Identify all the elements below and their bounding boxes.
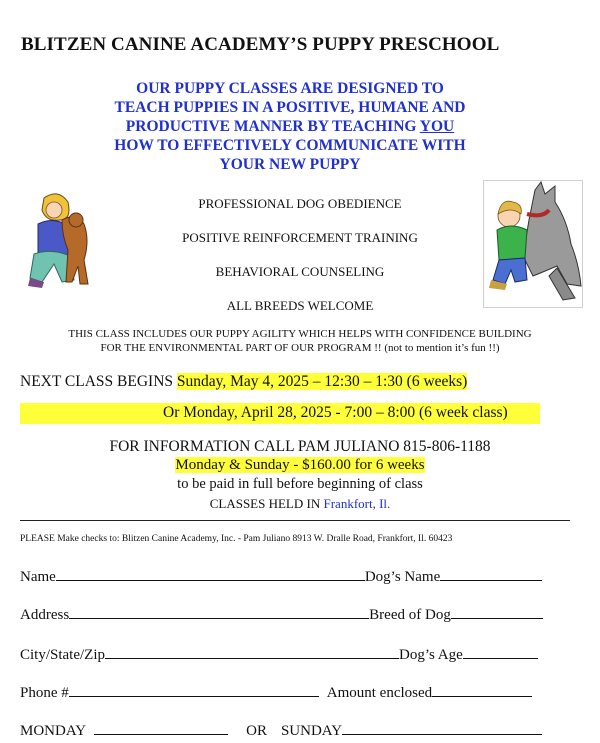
next-class-line — [20, 373, 467, 391]
monday-field[interactable] — [94, 720, 228, 735]
dogs-age-field[interactable] — [463, 644, 538, 659]
service-item: BEHAVIORAL COUNSELING — [215, 264, 385, 279]
service-item: PROFESSIONAL DOG OBEDIENCE — [198, 196, 402, 211]
location-line — [30, 494, 570, 513]
name-label: Name — [20, 569, 56, 585]
flyer-title: BLITZEN CANINE ACADEMY’S PUPPY PRESCHOOL — [21, 34, 500, 55]
agility-line: FOR THE ENVIRONMENTAL PART OF OUR PROGRAM !! (not to mention it’s fun !!) — [100, 342, 500, 354]
service-item: POSITIVE REINFORCEMENT TRAINING — [182, 230, 418, 245]
sunday-class-date: Sunday, May 4, 2025 – 12:30 – 1:30 (6 weeks) — [176, 373, 468, 390]
form-row-city — [20, 644, 538, 664]
address-label: Address — [20, 607, 70, 623]
service-item: ALL BREEDS WELCOME — [226, 298, 374, 313]
dogs-age-label: Dog’s Age — [399, 647, 463, 663]
payment-terms: to be paid in full before beginning of class — [177, 476, 423, 492]
name-field[interactable] — [56, 566, 365, 581]
next-class-label: NEXT CLASS BEGINS — [20, 373, 177, 390]
info-block — [30, 437, 570, 513]
dogs-name-field[interactable] — [440, 566, 542, 581]
dogs-name-label: Dog’s Name — [364, 569, 441, 585]
contact-line: FOR INFORMATION CALL PAM JULIANO 815-806-1188 — [109, 438, 491, 455]
monday-class-date: Or Monday, April 28, 2025 - 7:00 – 8:00 (6 week class) — [163, 404, 508, 421]
payable-note: PLEASE Make checks to: Blitzen Canine Academy, Inc. - Pam Juliano 8913 W. Dralle Road, Frankfort, Il. 60423 — [20, 534, 453, 544]
or-label: OR — [246, 723, 267, 739]
price-line — [30, 456, 570, 475]
city-field[interactable] — [105, 644, 399, 659]
amount-field[interactable] — [432, 682, 532, 697]
divider — [20, 520, 570, 521]
monday-label: MONDAY — [20, 723, 87, 739]
location-value: Frankfort, Il. — [323, 496, 391, 511]
agility-line: THIS CLASS INCLUDES OUR PUPPY AGILITY WHICH HELPS WITH CONFIDENCE BUILDING — [68, 328, 532, 340]
breed-field[interactable] — [451, 604, 543, 619]
breed-label: Breed of Dog — [369, 607, 451, 623]
form-row-name — [20, 566, 542, 586]
mission-text: PRODUCTIVE MANNER BY TEACHING — [125, 118, 420, 135]
mission-emphasis: YOU — [419, 118, 455, 135]
amount-label: Amount enclosed — [326, 685, 433, 701]
phone-label: Phone # — [20, 685, 69, 701]
form-row-address — [20, 604, 543, 624]
girl-with-puppy-image — [24, 190, 96, 290]
phone-field[interactable] — [69, 682, 319, 697]
form-row-day — [20, 720, 542, 740]
form-row-phone — [20, 682, 532, 702]
city-label: City/State/Zip — [20, 647, 105, 663]
sunday-label: SUNDAY — [280, 723, 343, 739]
mission-line: HOW TO EFFECTIVELY COMMUNICATE WITH — [114, 137, 466, 154]
sunday-field[interactable] — [342, 720, 542, 735]
price-text: Monday & Sunday - $160.00 for 6 weeks — [175, 457, 425, 473]
address-field[interactable] — [69, 604, 369, 619]
mission-line: YOUR NEW PUPPY — [219, 156, 361, 173]
mission-line: OUR PUPPY CLASSES ARE DESIGNED TO — [136, 80, 444, 97]
mission-statement — [80, 79, 500, 174]
mission-line — [80, 117, 500, 136]
agility-note — [20, 327, 580, 355]
mission-line: TEACH PUPPIES IN A POSITIVE, HUMANE AND — [114, 99, 466, 116]
monday-class-line — [20, 403, 540, 424]
location-label: CLASSES HELD IN — [209, 496, 324, 511]
